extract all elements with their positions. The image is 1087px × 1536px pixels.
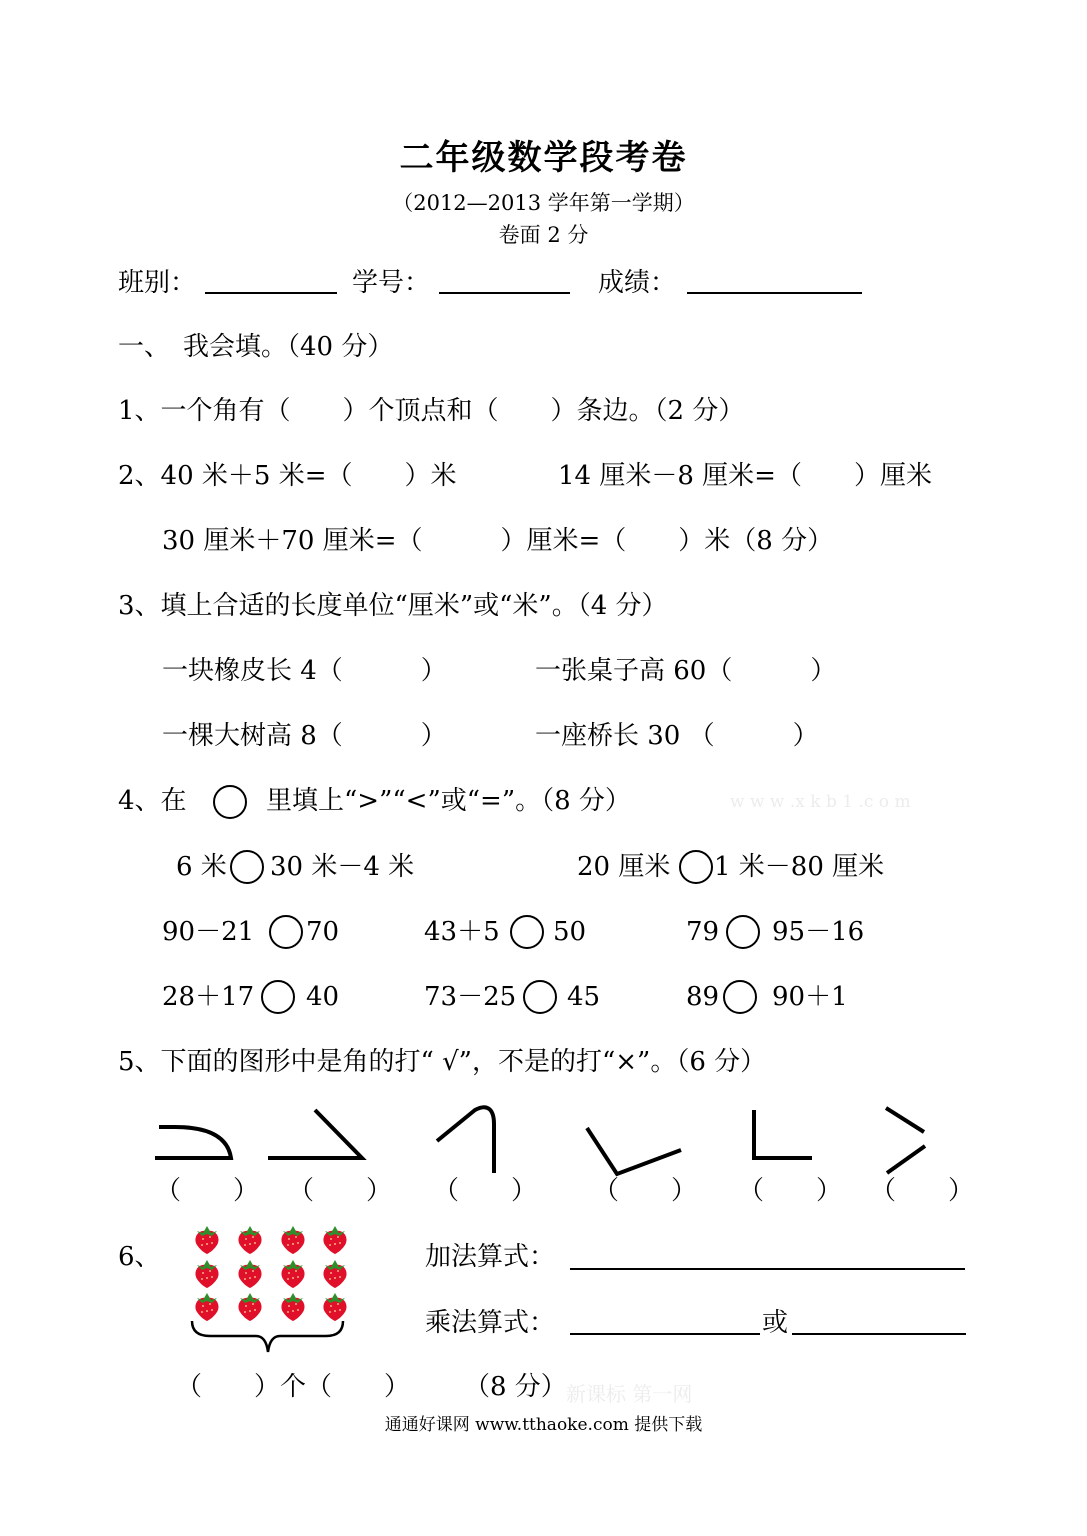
compare-circle[interactable] <box>230 850 264 884</box>
strawberry-icon <box>195 1260 218 1288</box>
answer-blank[interactable]: （ ） <box>593 1176 698 1206</box>
multiplication-answer-field-2[interactable] <box>792 1333 966 1335</box>
compare-circle[interactable] <box>269 915 303 949</box>
compare-circle[interactable] <box>261 980 295 1014</box>
brace-icon <box>192 1321 343 1352</box>
figure-open-angle-shape <box>587 1128 681 1174</box>
question-2c: 30 厘米＋70 厘米=（ ）厘米=（ ）米（8 分） <box>162 526 834 556</box>
compare-left: 43＋5 <box>424 917 500 947</box>
compare-left: 89 <box>686 982 720 1012</box>
strawberry-icon <box>281 1293 304 1321</box>
compare-circle[interactable] <box>723 980 757 1014</box>
strawberry-icon <box>323 1260 346 1288</box>
figure-right-angle-shape <box>754 1110 812 1158</box>
watermark-text: w w w .x k b 1 .c o m <box>730 792 911 812</box>
class-label: 班别： <box>118 268 197 298</box>
question-6-score: （8 分） <box>464 1372 567 1402</box>
question-3b: 一张桌子高 60（ ） <box>535 656 837 686</box>
question-3d: 一座桥长 30 （ ） <box>535 721 819 751</box>
score-label: 成绩： <box>598 268 677 298</box>
answer-blank[interactable]: （ ） <box>870 1176 975 1206</box>
compare-left: 79 <box>686 917 720 947</box>
page-title: 二年级数学段考卷 <box>399 138 688 178</box>
addition-answer-field[interactable] <box>570 1268 965 1270</box>
question-2b: 14 厘米－8 厘米=（ ）厘米 <box>558 461 932 491</box>
compare-left: 28＋17 <box>162 982 255 1012</box>
page-subtitle: （2012—2013 学年第一学期） <box>392 191 695 215</box>
question-6-number: 6、 <box>118 1242 161 1272</box>
compare-right: 90＋1 <box>772 982 848 1012</box>
question-3c: 一棵大树高 8（ ） <box>162 721 447 751</box>
compare-right: 1 米－80 厘米 <box>714 852 885 882</box>
group-count-blanks[interactable]: （ ）个（ ） <box>176 1372 411 1402</box>
student-id-field[interactable] <box>439 292 570 294</box>
student-id-label: 学号： <box>352 268 431 298</box>
compare-right: 30 米－4 米 <box>270 852 415 882</box>
faint-watermark: 新课标 第一网 <box>566 1382 693 1406</box>
question-1: 1、一个角有（ ）个顶点和（ ）条边。（2 分） <box>118 396 745 426</box>
strawberry-icon <box>323 1226 346 1254</box>
strawberry-icon <box>238 1260 261 1288</box>
compare-right: 45 <box>567 982 601 1012</box>
score-field[interactable] <box>687 292 862 294</box>
question-3a: 一块橡皮长 4（ ） <box>162 656 447 686</box>
addition-label: 加法算式： <box>425 1242 556 1272</box>
figure-gapped-shape <box>886 1108 925 1173</box>
neatness-note: 卷面 2 分 <box>498 223 589 247</box>
strawberry-icon <box>281 1226 304 1254</box>
compare-circle[interactable] <box>726 915 760 949</box>
answer-blank[interactable]: （ ） <box>738 1176 843 1206</box>
compare-right: 70 <box>306 917 340 947</box>
strawberry-icon <box>238 1293 261 1321</box>
figure-curved-corner-shape <box>437 1107 494 1173</box>
or-label: 或 <box>762 1308 789 1338</box>
compare-left: 90－21 <box>162 917 255 947</box>
strawberry-icon <box>195 1293 218 1321</box>
strawberry-icon <box>238 1226 261 1254</box>
multiplication-answer-field-1[interactable] <box>570 1333 760 1335</box>
question-4-stem-start: 4、在 <box>118 786 187 816</box>
question-4-stem-end: 里填上“>”“<”或“=”。（8 分） <box>266 786 631 816</box>
compare-circle[interactable] <box>523 980 557 1014</box>
strawberry-icon <box>195 1226 218 1254</box>
multiplication-label: 乘法算式： <box>425 1308 556 1338</box>
figure-angle-shape <box>268 1110 362 1158</box>
question-5-stem: 5、下面的图形中是角的打“ √”，不是的打“×”。（6 分） <box>118 1047 767 1077</box>
answer-blank[interactable]: （ ） <box>433 1176 538 1206</box>
question-3-stem: 3、填上合适的长度单位“厘米”或“米”。（4 分） <box>118 591 668 621</box>
compare-left: 20 厘米 <box>577 852 671 882</box>
compare-right: 40 <box>306 982 340 1012</box>
class-field[interactable] <box>205 292 337 294</box>
strawberry-icon <box>323 1293 346 1321</box>
compare-circle[interactable] <box>510 915 544 949</box>
question-2a: 2、40 米＋5 米=（ ）米 <box>118 461 457 491</box>
compare-circle[interactable] <box>679 850 713 884</box>
footer-credit: 通通好课网 www.tthaoke.com 提供下载 <box>384 1415 703 1435</box>
compare-left: 6 米 <box>176 852 227 882</box>
section-heading: 一、 我会填。（40 分） <box>118 332 394 362</box>
compare-right: 50 <box>553 917 587 947</box>
compare-right: 95－16 <box>772 917 865 947</box>
compare-circle-sample <box>213 785 247 819</box>
answer-blank[interactable]: （ ） <box>155 1176 260 1206</box>
compare-left: 73－25 <box>424 982 517 1012</box>
strawberry-icon <box>281 1260 304 1288</box>
answer-blank[interactable]: （ ） <box>288 1176 393 1206</box>
strawberry-grid <box>182 1215 352 1355</box>
figure-arc-shape <box>155 1127 231 1158</box>
